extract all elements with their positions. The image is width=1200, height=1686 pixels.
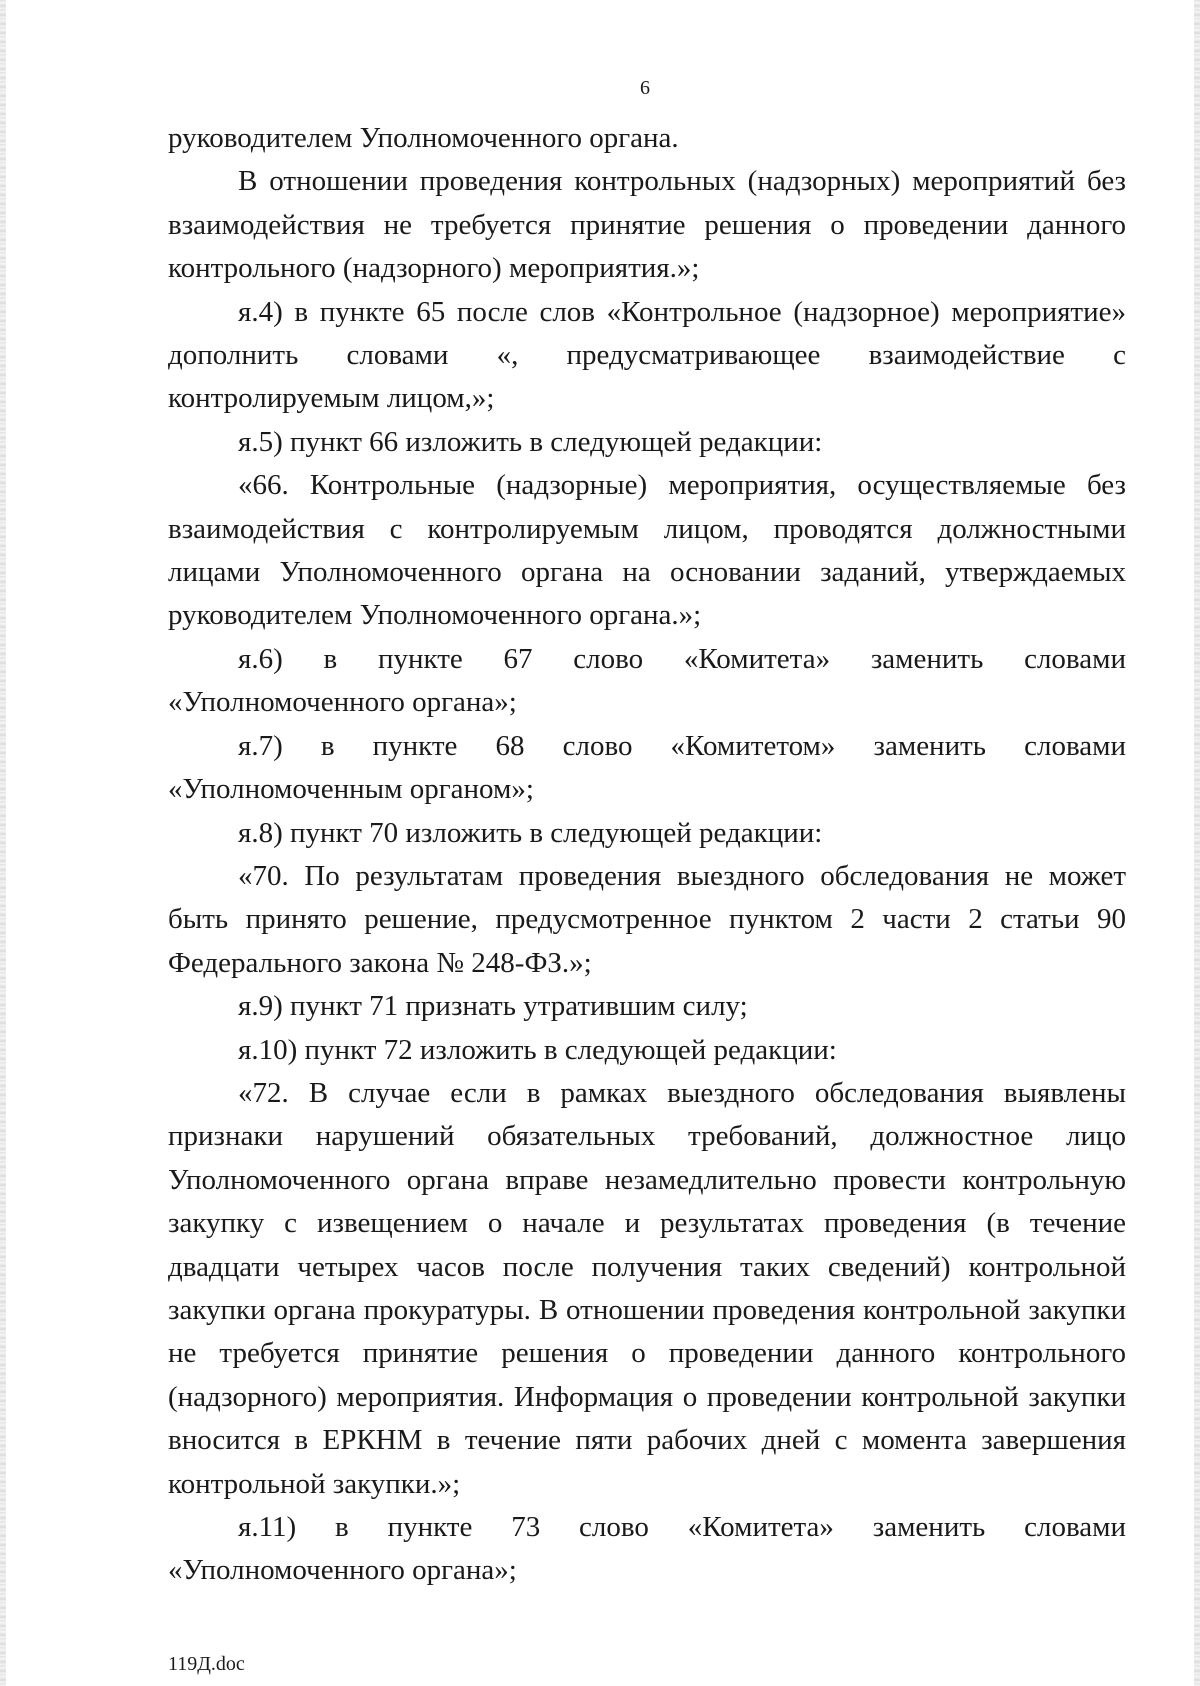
paragraph-6: я.6) в пункте 67 слово «Комитета» заменить словами «Уполномоченного органа»; (168, 642, 1126, 719)
paragraph-12: «72. В случае если в рамках выездного обследования выявлены признаки нарушений обязательных требований, должностное лицо Уполномоченного органа вправе незамедлительно провести контрольную закупку с извещением о начале и результатах проведения (в течение двадцати четырех часов после получения таких сведений) контрольной закупки органа прокуратуры. В отношении проведения контрольной закупки не требуется принятие решения о проведении данного контрольного (надзорного) мероприятия. Информация о проведении контрольной закупки вносится в ЕРКНМ в течение пяти рабочих дней с момента завершения контрольной закупки.»; (168, 1076, 1126, 1500)
paragraph-13: я.11) в пункте 73 слово «Комитета» заменить словами «Уполномоченного органа»; (168, 1511, 1126, 1587)
paragraph-1: руководителем Уполномоченного органа. (168, 122, 679, 154)
paragraph-10: я.9) пункт 71 признать утратившим силу; (238, 990, 748, 1023)
paragraph-3: я.4) в пункте 65 после слов «Контрольное (надзорное) мероприятие» дополнить словами «, предусматривающее взаимодействие с контролируемым лицом,»; (168, 295, 1126, 415)
scan-edge-left (0, 0, 6, 1686)
document-body (168, 117, 1126, 1593)
scan-edge-right (1194, 0, 1200, 1686)
footer-filename: 119Д.doc (168, 1653, 245, 1675)
paragraph-9: «70. По результатам проведения выездного обследования не может быть принято решение, предусмотренное пунктом 2 части 2 статьи 90 Федерального закона № 248-ФЗ.»; (168, 859, 1126, 979)
paragraph-11: я.10) пункт 72 изложить в следующей редакции: (238, 1033, 837, 1066)
paragraph-8: я.8) пункт 70 изложить в следующей редакции: (238, 816, 823, 849)
paragraph-2: В отношении проведения контрольных (надзорных) мероприятий без взаимодействия не требуется принятие решения о проведении данного контрольного (надзорного) мероприятия.»; (168, 165, 1126, 285)
paragraph-7: я.7) в пункте 68 слово «Комитетом» заменить словами «Уполномоченным органом»; (168, 729, 1126, 806)
page-number: 6 (640, 77, 650, 99)
paragraph-4: я.5) пункт 66 изложить в следующей редакции: (238, 425, 823, 458)
paragraph-5: «66. Контрольные (надзорные) мероприятия, осуществляемые без взаимодействия с контролируемым лицом, проводятся должностными лицами Уполномоченного органа на основании заданий, утверждаемых руководителем Уполномоченного органа.»; (168, 469, 1126, 632)
